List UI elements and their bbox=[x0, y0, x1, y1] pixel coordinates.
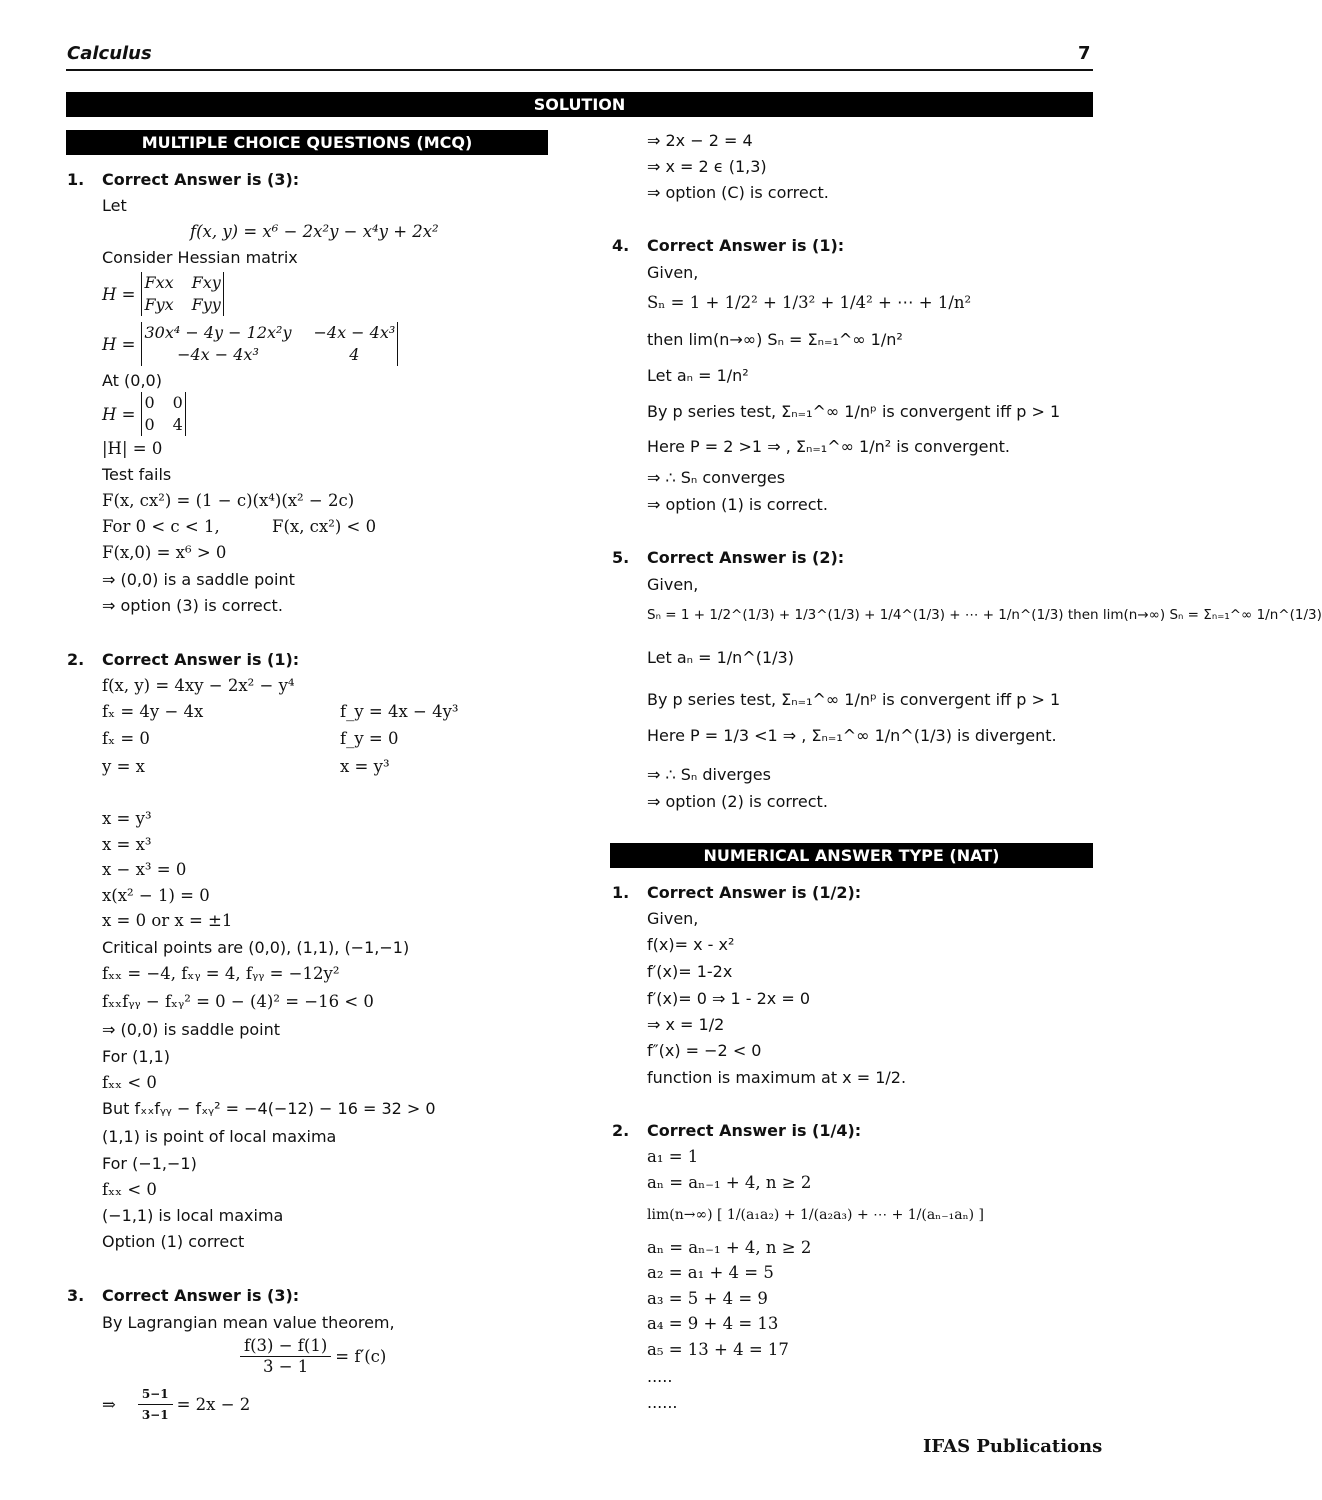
math-line: a₁ = 1 bbox=[647, 1147, 699, 1166]
publisher-footer: IFAS Publications bbox=[923, 1436, 1103, 1457]
answer-heading: Correct Answer is (2): bbox=[647, 548, 845, 567]
math-line: F(x, cx²) = (1 − c)(x⁴)(x² − 2c) bbox=[102, 491, 355, 510]
math-line: fₓ = 4y − 4x bbox=[102, 702, 204, 721]
text-line: Let aₙ = 1/n² bbox=[647, 366, 749, 385]
matrix-cell: 0 bbox=[172, 393, 183, 412]
question-number: 2. bbox=[612, 1121, 630, 1140]
text-line: ⇒ option (2) is correct. bbox=[647, 792, 828, 811]
math-label: H = bbox=[102, 334, 136, 354]
question-number: 1. bbox=[67, 170, 85, 189]
page-number: 7 bbox=[1078, 43, 1091, 64]
denominator: 3−1 bbox=[141, 1408, 169, 1422]
math-line: aₙ = aₙ₋₁ + 4, n ≥ 2 bbox=[647, 1173, 812, 1192]
text-line: (1,1) is point of local maxima bbox=[102, 1127, 337, 1146]
hessian-matrix-expanded bbox=[102, 322, 398, 366]
text-line: function is maximum at x = 1/2. bbox=[647, 1068, 907, 1087]
text-line: f(x)= x - x² bbox=[647, 935, 735, 954]
math-line: a₃ = 5 + 4 = 9 bbox=[647, 1289, 768, 1308]
text-line: Given, bbox=[647, 575, 699, 594]
math-line: f_y = 0 bbox=[340, 729, 399, 748]
text-line: f′(x)= 1-2x bbox=[647, 962, 733, 981]
text-line: Consider Hessian matrix bbox=[102, 248, 298, 267]
matrix-cell: Fyy bbox=[191, 295, 221, 314]
text-line: Here P = 1/3 <1 ⇒ , Σₙ₌₁^∞ 1/n^(1/3) is divergent. bbox=[647, 726, 1057, 745]
nat-banner: NUMERICAL ANSWER TYPE (NAT) bbox=[610, 843, 1093, 868]
math-line: f(x, y) = x⁶ − 2x²y − x⁴y + 2x² bbox=[190, 222, 439, 241]
text-line: For (−1,−1) bbox=[102, 1154, 197, 1173]
text-line: ⇒ (0,0) is saddle point bbox=[102, 1020, 281, 1039]
text-line: ...... bbox=[647, 1393, 678, 1412]
answer-heading: Correct Answer is (1): bbox=[647, 236, 845, 255]
question-number: 4. bbox=[612, 236, 630, 255]
math-label: H = bbox=[102, 404, 136, 424]
matrix-cell: 4 bbox=[349, 345, 360, 364]
math-line: |H| = 0 bbox=[102, 439, 163, 458]
matrix-cell: 4 bbox=[172, 415, 183, 434]
header-rule bbox=[66, 69, 1093, 71]
math-line: f(x, y) = 4xy − 2x² − y⁴ bbox=[102, 676, 295, 695]
text-line: By p series test, Σₙ₌₁^∞ 1/nᵖ is convergent iff p > 1 bbox=[647, 690, 1061, 709]
question-number: 3. bbox=[67, 1286, 85, 1305]
math-line: fₓₓ < 0 bbox=[102, 1180, 157, 1199]
text-line: ⇒ ∴ Sₙ diverges bbox=[647, 765, 771, 784]
text-line: Test fails bbox=[102, 465, 172, 484]
text-line: By p series test, Σₙ₌₁^∞ 1/nᵖ is convergent iff p > 1 bbox=[647, 402, 1061, 421]
text-line: (−1,1) is local maxima bbox=[102, 1206, 284, 1225]
answer-heading: Correct Answer is (3): bbox=[102, 1286, 300, 1305]
math-text: = 2x − 2 bbox=[176, 1394, 251, 1414]
text-line: ⇒ option (1) is correct. bbox=[647, 495, 828, 514]
matrix-cell: Fyx bbox=[144, 295, 174, 314]
math-label: H = bbox=[102, 284, 136, 304]
answer-heading: Correct Answer is (3): bbox=[102, 170, 300, 189]
text-line: f″(x) = −2 < 0 bbox=[647, 1041, 762, 1060]
math-line: aₙ = aₙ₋₁ + 4, n ≥ 2 bbox=[647, 1238, 812, 1257]
math-line: x = 0 or x = ±1 bbox=[102, 911, 233, 930]
math-line: x − x³ = 0 bbox=[102, 860, 187, 879]
text-line: Given, bbox=[647, 909, 699, 928]
math-line: a₄ = 9 + 4 = 13 bbox=[647, 1314, 779, 1333]
text-line: Critical points are (0,0), (1,1), (−1,−1) bbox=[102, 938, 410, 957]
text-line: Let aₙ = 1/n^(1/3) bbox=[647, 648, 794, 667]
answer-heading: Correct Answer is (1/2): bbox=[647, 883, 862, 902]
text-line: Option (1) correct bbox=[102, 1232, 245, 1251]
math-line: x = y³ bbox=[340, 757, 390, 776]
matrix-cell: 0 bbox=[144, 415, 155, 434]
math-line: x = x³ bbox=[102, 835, 152, 854]
math-line: For 0 < c < 1, bbox=[102, 517, 220, 536]
text-line: Here P = 2 >1 ⇒ , Σₙ₌₁^∞ 1/n² is convergent. bbox=[647, 437, 1010, 456]
text-line: ⇒ x = 2 ϵ (1,3) bbox=[647, 157, 767, 176]
hessian-at-origin bbox=[102, 392, 186, 436]
matrix-cell: 0 bbox=[144, 393, 155, 412]
mean-value-equation bbox=[236, 1336, 386, 1377]
solution-banner: SOLUTION bbox=[66, 92, 1093, 117]
math-line: lim(n→∞) [ 1/(a₁a₂) + 1/(a₂a₃) + ⋯ + 1/(aₙ₋₁aₙ) ] bbox=[647, 1207, 985, 1223]
math-line: F(x,0) = x⁶ > 0 bbox=[102, 543, 227, 562]
matrix-cell: Fxy bbox=[191, 273, 221, 292]
math-line: F(x, cx²) < 0 bbox=[272, 517, 377, 536]
question-number: 5. bbox=[612, 548, 630, 567]
answer-heading: Correct Answer is (1/4): bbox=[647, 1121, 862, 1140]
answer-heading: Correct Answer is (1): bbox=[102, 650, 300, 669]
text-line: But fₓₓfᵧᵧ − fₓᵧ² = −4(−12) − 16 = 32 > 0 bbox=[102, 1099, 436, 1118]
text-line: ⇒ (0,0) is a saddle point bbox=[102, 570, 295, 589]
matrix-cell: Fxx bbox=[144, 273, 174, 292]
math-line: f_y = 4x − 4y³ bbox=[340, 702, 459, 721]
question-number: 1. bbox=[612, 883, 630, 902]
text-line: ..... bbox=[647, 1367, 673, 1386]
text-line: then lim(n→∞) Sₙ = Σₙ₌₁^∞ 1/n² bbox=[647, 330, 903, 349]
denominator: 3 − 1 bbox=[262, 1357, 309, 1376]
hessian-matrix bbox=[102, 272, 224, 316]
math-line: Sₙ = 1 + 1/2² + 1/3² + 1/4² + ⋯ + 1/n² bbox=[647, 293, 972, 312]
numerator: 5−1 bbox=[138, 1384, 173, 1405]
math-line: fₓₓfᵧᵧ − fₓᵧ² = 0 − (4)² = −16 < 0 bbox=[102, 992, 374, 1011]
text-line: ⇒ option (C) is correct. bbox=[647, 183, 829, 202]
text-line: For (1,1) bbox=[102, 1047, 171, 1066]
text-line: f′(x)= 0 ⇒ 1 - 2x = 0 bbox=[647, 989, 810, 1008]
math-line: fₓₓ = −4, fₓᵧ = 4, fᵧᵧ = −12y² bbox=[102, 964, 340, 983]
text-line: At (0,0) bbox=[102, 371, 162, 390]
math-line: fₓₓ < 0 bbox=[102, 1073, 157, 1092]
substitution-equation bbox=[102, 1384, 250, 1425]
math-line: x = y³ bbox=[102, 809, 152, 828]
math-line: y = x bbox=[102, 757, 145, 776]
implies-symbol: ⇒ bbox=[102, 1394, 116, 1414]
text-line: ⇒ ∴ Sₙ converges bbox=[647, 468, 786, 487]
text-line: ⇒ x = 1/2 bbox=[647, 1015, 725, 1034]
text-line: Sₙ = 1 + 1/2^(1/3) + 1/3^(1/3) + 1/4^(1/3) + ⋯ + 1/n^(1/3) then lim(n→∞) Sₙ = Σₙ₌₁^∞ 1/n^(1/3) bbox=[647, 607, 1322, 623]
math-line: fₓ = 0 bbox=[102, 729, 150, 748]
numerator: f(3) − f(1) bbox=[240, 1336, 331, 1357]
matrix-cell: −4x − 4x³ bbox=[313, 323, 396, 342]
text-line: Let bbox=[102, 196, 127, 215]
text-line: ⇒ option (3) is correct. bbox=[102, 596, 283, 615]
running-title: Calculus bbox=[67, 43, 152, 64]
math-line: a₂ = a₁ + 4 = 5 bbox=[647, 1263, 774, 1282]
math-line: a₅ = 13 + 4 = 17 bbox=[647, 1340, 789, 1359]
math-text: = f′(c) bbox=[335, 1346, 387, 1366]
mcq-banner: MULTIPLE CHOICE QUESTIONS (MCQ) bbox=[66, 130, 548, 155]
math-line: x(x² − 1) = 0 bbox=[102, 886, 210, 905]
matrix-cell: 30x⁴ − 4y − 12x²y bbox=[144, 323, 292, 342]
text-line: By Lagrangian mean value theorem, bbox=[102, 1313, 395, 1332]
text-line: Given, bbox=[647, 263, 699, 282]
text-line: ⇒ 2x − 2 = 4 bbox=[647, 131, 753, 150]
matrix-cell: −4x − 4x³ bbox=[177, 345, 259, 364]
question-number: 2. bbox=[67, 650, 85, 669]
